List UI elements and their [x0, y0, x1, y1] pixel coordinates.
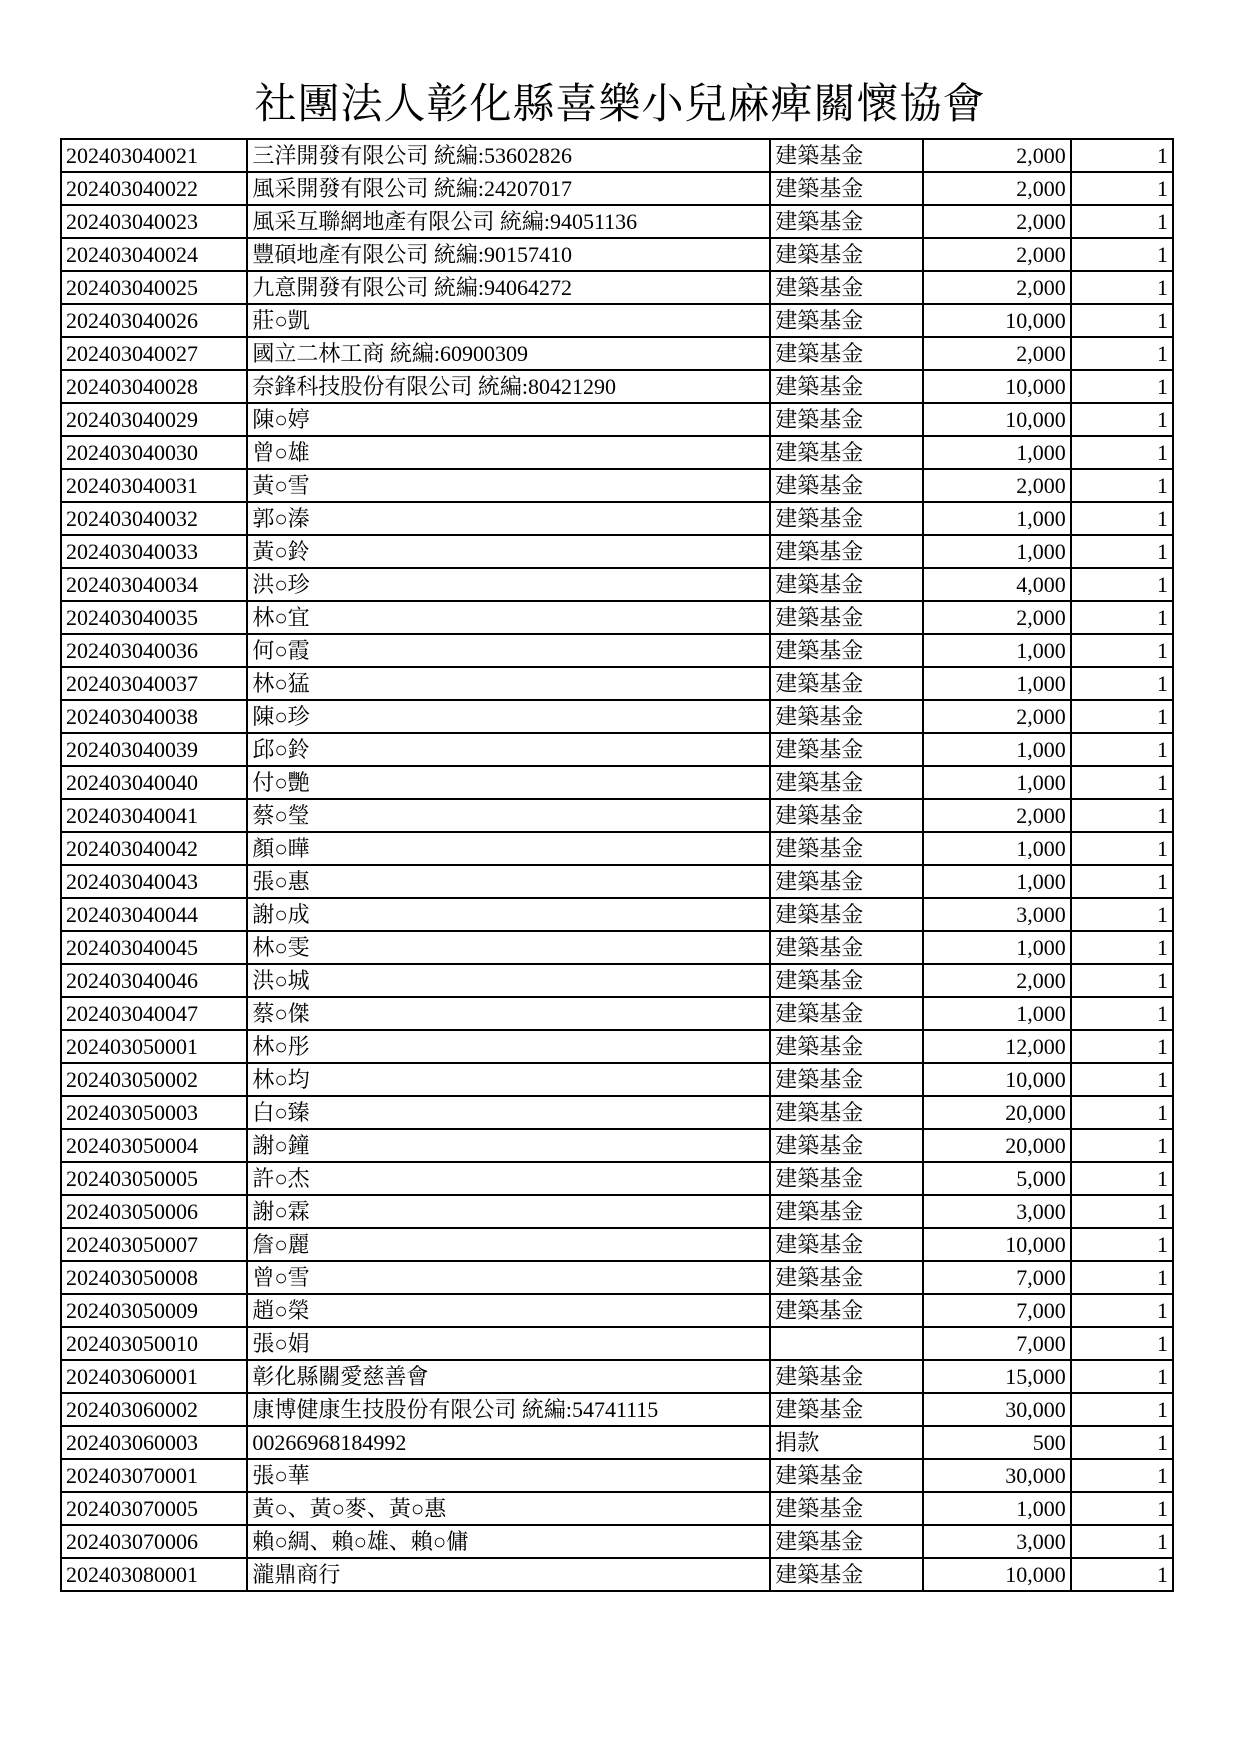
- donation-type-cell: 建築基金: [770, 601, 922, 634]
- table-row: [61, 1426, 1173, 1459]
- count-cell: 1: [1071, 1261, 1173, 1294]
- table-row: [61, 1327, 1173, 1360]
- receipt-number-cell: 202403050010: [61, 1327, 247, 1360]
- table-row: [61, 1162, 1173, 1195]
- count-cell: 1: [1071, 634, 1173, 667]
- donor-name-cell: 白○臻: [247, 1096, 770, 1129]
- count-cell: 1: [1071, 1030, 1173, 1063]
- table-row: [61, 1492, 1173, 1525]
- amount-cell: 2,000: [923, 601, 1071, 634]
- donor-name-cell: 林○宜: [247, 601, 770, 634]
- amount-cell: 1,000: [923, 931, 1071, 964]
- donation-type-cell: 建築基金: [770, 766, 922, 799]
- donor-name-cell: 邱○鈴: [247, 733, 770, 766]
- donation-type-cell: 建築基金: [770, 436, 922, 469]
- receipt-number-cell: 202403070005: [61, 1492, 247, 1525]
- donation-type-cell: 建築基金: [770, 634, 922, 667]
- donation-type-cell: 捐款: [770, 1426, 922, 1459]
- amount-cell: 12,000: [923, 1030, 1071, 1063]
- amount-cell: 3,000: [923, 898, 1071, 931]
- donation-type-cell: 建築基金: [770, 535, 922, 568]
- amount-cell: 1,000: [923, 502, 1071, 535]
- donation-type-cell: 建築基金: [770, 700, 922, 733]
- donor-name-cell: 洪○城: [247, 964, 770, 997]
- amount-cell: 1,000: [923, 667, 1071, 700]
- table-row: [61, 1558, 1173, 1591]
- receipt-number-cell: 202403040025: [61, 271, 247, 304]
- table-row: [61, 1129, 1173, 1162]
- amount-cell: 7,000: [923, 1327, 1071, 1360]
- amount-cell: 10,000: [923, 370, 1071, 403]
- count-cell: 1: [1071, 1393, 1173, 1426]
- table-row: [61, 337, 1173, 370]
- donation-type-cell: 建築基金: [770, 139, 922, 172]
- donor-name-cell: 豐碩地產有限公司 統編:90157410: [247, 238, 770, 271]
- count-cell: 1: [1071, 931, 1173, 964]
- count-cell: 1: [1071, 1129, 1173, 1162]
- donor-name-cell: 蔡○傑: [247, 997, 770, 1030]
- table-row: [61, 997, 1173, 1030]
- donor-name-cell: 張○華: [247, 1459, 770, 1492]
- donor-name-cell: 張○娟: [247, 1327, 770, 1360]
- donor-name-cell: 奈鋒科技股份有限公司 統編:80421290: [247, 370, 770, 403]
- receipt-number-cell: 202403040044: [61, 898, 247, 931]
- table-row: [61, 1063, 1173, 1096]
- count-cell: 1: [1071, 370, 1173, 403]
- donor-name-cell: 國立二林工商 統編:60900309: [247, 337, 770, 370]
- donation-type-cell: 建築基金: [770, 1459, 922, 1492]
- donor-name-cell: 林○均: [247, 1063, 770, 1096]
- amount-cell: 30,000: [923, 1459, 1071, 1492]
- receipt-number-cell: 202403050003: [61, 1096, 247, 1129]
- table-row: [61, 1228, 1173, 1261]
- donor-name-cell: 康博健康生技股份有限公司 統編:54741115: [247, 1393, 770, 1426]
- donor-name-cell: 張○惠: [247, 865, 770, 898]
- donation-type-cell: 建築基金: [770, 337, 922, 370]
- donor-name-cell: 洪○珍: [247, 568, 770, 601]
- donation-type-cell: 建築基金: [770, 931, 922, 964]
- receipt-number-cell: 202403040030: [61, 436, 247, 469]
- count-cell: 1: [1071, 1459, 1173, 1492]
- donation-type-cell: 建築基金: [770, 832, 922, 865]
- amount-cell: 1,000: [923, 832, 1071, 865]
- count-cell: 1: [1071, 601, 1173, 634]
- table-row: [61, 931, 1173, 964]
- receipt-number-cell: 202403040027: [61, 337, 247, 370]
- amount-cell: 5,000: [923, 1162, 1071, 1195]
- table-row: [61, 139, 1173, 172]
- receipt-number-cell: 202403040046: [61, 964, 247, 997]
- amount-cell: 2,000: [923, 205, 1071, 238]
- receipt-number-cell: 202403040036: [61, 634, 247, 667]
- donor-name-cell: 趙○榮: [247, 1294, 770, 1327]
- donor-name-cell: 陳○珍: [247, 700, 770, 733]
- donor-name-cell: 黃○、黃○麥、黃○惠: [247, 1492, 770, 1525]
- amount-cell: 7,000: [923, 1261, 1071, 1294]
- count-cell: 1: [1071, 1195, 1173, 1228]
- table-row: [61, 733, 1173, 766]
- donor-name-cell: 郭○溱: [247, 502, 770, 535]
- count-cell: 1: [1071, 1063, 1173, 1096]
- donation-type-cell: 建築基金: [770, 865, 922, 898]
- donation-type-cell: 建築基金: [770, 502, 922, 535]
- donor-name-cell: 彰化縣關愛慈善會: [247, 1360, 770, 1393]
- count-cell: 1: [1071, 1327, 1173, 1360]
- amount-cell: 20,000: [923, 1096, 1071, 1129]
- table-row: [61, 469, 1173, 502]
- amount-cell: 1,000: [923, 997, 1071, 1030]
- donor-name-cell: 陳○婷: [247, 403, 770, 436]
- donor-name-cell: 林○雯: [247, 931, 770, 964]
- donor-name-cell: 謝○鐘: [247, 1129, 770, 1162]
- amount-cell: 7,000: [923, 1294, 1071, 1327]
- amount-cell: 10,000: [923, 1063, 1071, 1096]
- count-cell: 1: [1071, 238, 1173, 271]
- donor-name-cell: 風采互聯網地產有限公司 統編:94051136: [247, 205, 770, 238]
- table-row: [61, 403, 1173, 436]
- count-cell: 1: [1071, 1228, 1173, 1261]
- donor-name-cell: 九意開發有限公司 統編:94064272: [247, 271, 770, 304]
- table-row: [61, 502, 1173, 535]
- donor-name-cell: 林○猛: [247, 667, 770, 700]
- amount-cell: 2,000: [923, 172, 1071, 205]
- donation-type-cell: 建築基金: [770, 1228, 922, 1261]
- count-cell: 1: [1071, 403, 1173, 436]
- amount-cell: 500: [923, 1426, 1071, 1459]
- receipt-number-cell: 202403080001: [61, 1558, 247, 1591]
- donation-type-cell: 建築基金: [770, 733, 922, 766]
- count-cell: 1: [1071, 304, 1173, 337]
- receipt-number-cell: 202403050006: [61, 1195, 247, 1228]
- receipt-number-cell: 202403040021: [61, 139, 247, 172]
- amount-cell: 1,000: [923, 865, 1071, 898]
- count-cell: 1: [1071, 799, 1173, 832]
- donor-name-cell: 00266968184992: [247, 1426, 770, 1459]
- donation-type-cell: 建築基金: [770, 667, 922, 700]
- amount-cell: 30,000: [923, 1393, 1071, 1426]
- table-row: [61, 1459, 1173, 1492]
- receipt-number-cell: 202403060002: [61, 1393, 247, 1426]
- amount-cell: 2,000: [923, 469, 1071, 502]
- count-cell: 1: [1071, 172, 1173, 205]
- amount-cell: 1,000: [923, 634, 1071, 667]
- count-cell: 1: [1071, 271, 1173, 304]
- table-row: [61, 766, 1173, 799]
- amount-cell: 2,000: [923, 799, 1071, 832]
- amount-cell: 3,000: [923, 1195, 1071, 1228]
- donation-table: [60, 138, 1174, 1592]
- donation-type-cell: 建築基金: [770, 172, 922, 205]
- count-cell: 1: [1071, 1492, 1173, 1525]
- receipt-number-cell: 202403040042: [61, 832, 247, 865]
- receipt-number-cell: 202403040023: [61, 205, 247, 238]
- receipt-number-cell: 202403040031: [61, 469, 247, 502]
- table-row: [61, 634, 1173, 667]
- receipt-number-cell: 202403040040: [61, 766, 247, 799]
- table-row: [61, 1261, 1173, 1294]
- donation-type-cell: 建築基金: [770, 1162, 922, 1195]
- receipt-number-cell: 202403050005: [61, 1162, 247, 1195]
- donation-type-cell: 建築基金: [770, 370, 922, 403]
- receipt-number-cell: 202403040026: [61, 304, 247, 337]
- amount-cell: 15,000: [923, 1360, 1071, 1393]
- count-cell: 1: [1071, 700, 1173, 733]
- donation-type-cell: 建築基金: [770, 1063, 922, 1096]
- receipt-number-cell: 202403040043: [61, 865, 247, 898]
- receipt-number-cell: 202403060001: [61, 1360, 247, 1393]
- donor-name-cell: 黃○鈴: [247, 535, 770, 568]
- receipt-number-cell: 202403050009: [61, 1294, 247, 1327]
- receipt-number-cell: 202403040037: [61, 667, 247, 700]
- donor-name-cell: 風采開發有限公司 統編:24207017: [247, 172, 770, 205]
- amount-cell: 1,000: [923, 733, 1071, 766]
- count-cell: 1: [1071, 139, 1173, 172]
- donation-type-cell: 建築基金: [770, 1393, 922, 1426]
- count-cell: 1: [1071, 469, 1173, 502]
- donation-type-cell: 建築基金: [770, 238, 922, 271]
- table-row: [61, 1195, 1173, 1228]
- count-cell: 1: [1071, 502, 1173, 535]
- donor-name-cell: 謝○霖: [247, 1195, 770, 1228]
- count-cell: 1: [1071, 1360, 1173, 1393]
- count-cell: 1: [1071, 964, 1173, 997]
- receipt-number-cell: 202403050004: [61, 1129, 247, 1162]
- receipt-number-cell: 202403050001: [61, 1030, 247, 1063]
- receipt-number-cell: 202403040034: [61, 568, 247, 601]
- table-row: [61, 832, 1173, 865]
- donation-type-cell: 建築基金: [770, 1195, 922, 1228]
- donor-name-cell: 三洋開發有限公司 統編:53602826: [247, 139, 770, 172]
- donation-type-cell: [770, 1327, 922, 1360]
- receipt-number-cell: 202403040028: [61, 370, 247, 403]
- count-cell: 1: [1071, 733, 1173, 766]
- table-row: [61, 964, 1173, 997]
- table-row: [61, 898, 1173, 931]
- amount-cell: 2,000: [923, 700, 1071, 733]
- donation-type-cell: 建築基金: [770, 898, 922, 931]
- table-row: [61, 436, 1173, 469]
- table-row: [61, 238, 1173, 271]
- donor-name-cell: 曾○雄: [247, 436, 770, 469]
- receipt-number-cell: 202403040041: [61, 799, 247, 832]
- table-row: [61, 1393, 1173, 1426]
- count-cell: 1: [1071, 832, 1173, 865]
- receipt-number-cell: 202403040045: [61, 931, 247, 964]
- receipt-number-cell: 202403040039: [61, 733, 247, 766]
- count-cell: 1: [1071, 1525, 1173, 1558]
- amount-cell: 10,000: [923, 1558, 1071, 1591]
- table-row: [61, 1030, 1173, 1063]
- amount-cell: 10,000: [923, 1228, 1071, 1261]
- donor-name-cell: 顏○曄: [247, 832, 770, 865]
- count-cell: 1: [1071, 667, 1173, 700]
- amount-cell: 3,000: [923, 1525, 1071, 1558]
- receipt-number-cell: 202403040022: [61, 172, 247, 205]
- count-cell: 1: [1071, 337, 1173, 370]
- donor-name-cell: 蔡○瑩: [247, 799, 770, 832]
- receipt-number-cell: 202403050007: [61, 1228, 247, 1261]
- donation-type-cell: 建築基金: [770, 1294, 922, 1327]
- donor-name-cell: 莊○凱: [247, 304, 770, 337]
- donor-name-cell: 曾○雪: [247, 1261, 770, 1294]
- receipt-number-cell: 202403040047: [61, 997, 247, 1030]
- table-row: [61, 667, 1173, 700]
- receipt-number-cell: 202403050002: [61, 1063, 247, 1096]
- donation-type-cell: 建築基金: [770, 997, 922, 1030]
- donor-name-cell: 何○霞: [247, 634, 770, 667]
- donation-type-cell: 建築基金: [770, 205, 922, 238]
- donation-type-cell: 建築基金: [770, 403, 922, 436]
- donation-type-cell: 建築基金: [770, 1558, 922, 1591]
- count-cell: 1: [1071, 898, 1173, 931]
- donation-type-cell: 建築基金: [770, 799, 922, 832]
- receipt-number-cell: 202403040033: [61, 535, 247, 568]
- receipt-number-cell: 202403050008: [61, 1261, 247, 1294]
- count-cell: 1: [1071, 997, 1173, 1030]
- table-row: [61, 304, 1173, 337]
- table-row: [61, 700, 1173, 733]
- amount-cell: 2,000: [923, 139, 1071, 172]
- count-cell: 1: [1071, 1558, 1173, 1591]
- receipt-number-cell: 202403040032: [61, 502, 247, 535]
- donor-name-cell: 黃○雪: [247, 469, 770, 502]
- count-cell: 1: [1071, 1426, 1173, 1459]
- donation-type-cell: 建築基金: [770, 304, 922, 337]
- table-row: [61, 172, 1173, 205]
- amount-cell: 2,000: [923, 337, 1071, 370]
- donation-type-cell: 建築基金: [770, 1492, 922, 1525]
- count-cell: 1: [1071, 436, 1173, 469]
- amount-cell: 10,000: [923, 304, 1071, 337]
- table-row: [61, 370, 1173, 403]
- donor-name-cell: 林○彤: [247, 1030, 770, 1063]
- donor-name-cell: 賴○綢、賴○雄、賴○傭: [247, 1525, 770, 1558]
- donor-name-cell: 謝○成: [247, 898, 770, 931]
- count-cell: 1: [1071, 535, 1173, 568]
- donation-type-cell: 建築基金: [770, 1129, 922, 1162]
- table-row: [61, 271, 1173, 304]
- donation-type-cell: 建築基金: [770, 1360, 922, 1393]
- receipt-number-cell: 202403060003: [61, 1426, 247, 1459]
- table-row: [61, 1294, 1173, 1327]
- donor-name-cell: 付○艷: [247, 766, 770, 799]
- donation-type-cell: 建築基金: [770, 1030, 922, 1063]
- amount-cell: 2,000: [923, 238, 1071, 271]
- amount-cell: 1,000: [923, 766, 1071, 799]
- amount-cell: 4,000: [923, 568, 1071, 601]
- page-title: 社團法人彰化縣喜樂小兒麻痺關懷協會: [254, 79, 986, 128]
- donation-type-cell: 建築基金: [770, 271, 922, 304]
- receipt-number-cell: 202403040038: [61, 700, 247, 733]
- donation-type-cell: 建築基金: [770, 469, 922, 502]
- donation-type-cell: 建築基金: [770, 964, 922, 997]
- receipt-number-cell: 202403040024: [61, 238, 247, 271]
- donation-type-cell: 建築基金: [770, 568, 922, 601]
- table-row: [61, 799, 1173, 832]
- count-cell: 1: [1071, 1162, 1173, 1195]
- amount-cell: 2,000: [923, 271, 1071, 304]
- amount-cell: 1,000: [923, 1492, 1071, 1525]
- donor-name-cell: 詹○麗: [247, 1228, 770, 1261]
- receipt-number-cell: 202403040035: [61, 601, 247, 634]
- receipt-number-cell: 202403040029: [61, 403, 247, 436]
- table-row: [61, 601, 1173, 634]
- amount-cell: 20,000: [923, 1129, 1071, 1162]
- amount-cell: 1,000: [923, 535, 1071, 568]
- receipt-number-cell: 202403070001: [61, 1459, 247, 1492]
- table-row: [61, 1525, 1173, 1558]
- donation-type-cell: 建築基金: [770, 1096, 922, 1129]
- table-row: [61, 535, 1173, 568]
- donation-table-body: [61, 139, 1173, 1591]
- donation-type-cell: 建築基金: [770, 1261, 922, 1294]
- count-cell: 1: [1071, 205, 1173, 238]
- table-row: [61, 1096, 1173, 1129]
- table-row: [61, 568, 1173, 601]
- count-cell: 1: [1071, 1096, 1173, 1129]
- receipt-number-cell: 202403070006: [61, 1525, 247, 1558]
- count-cell: 1: [1071, 568, 1173, 601]
- count-cell: 1: [1071, 865, 1173, 898]
- amount-cell: 1,000: [923, 436, 1071, 469]
- count-cell: 1: [1071, 1294, 1173, 1327]
- donor-name-cell: 許○杰: [247, 1162, 770, 1195]
- count-cell: 1: [1071, 766, 1173, 799]
- donation-type-cell: 建築基金: [770, 1525, 922, 1558]
- amount-cell: 10,000: [923, 403, 1071, 436]
- table-row: [61, 865, 1173, 898]
- table-row: [61, 1360, 1173, 1393]
- donor-name-cell: 瀧鼎商行: [247, 1558, 770, 1591]
- amount-cell: 2,000: [923, 964, 1071, 997]
- table-row: [61, 205, 1173, 238]
